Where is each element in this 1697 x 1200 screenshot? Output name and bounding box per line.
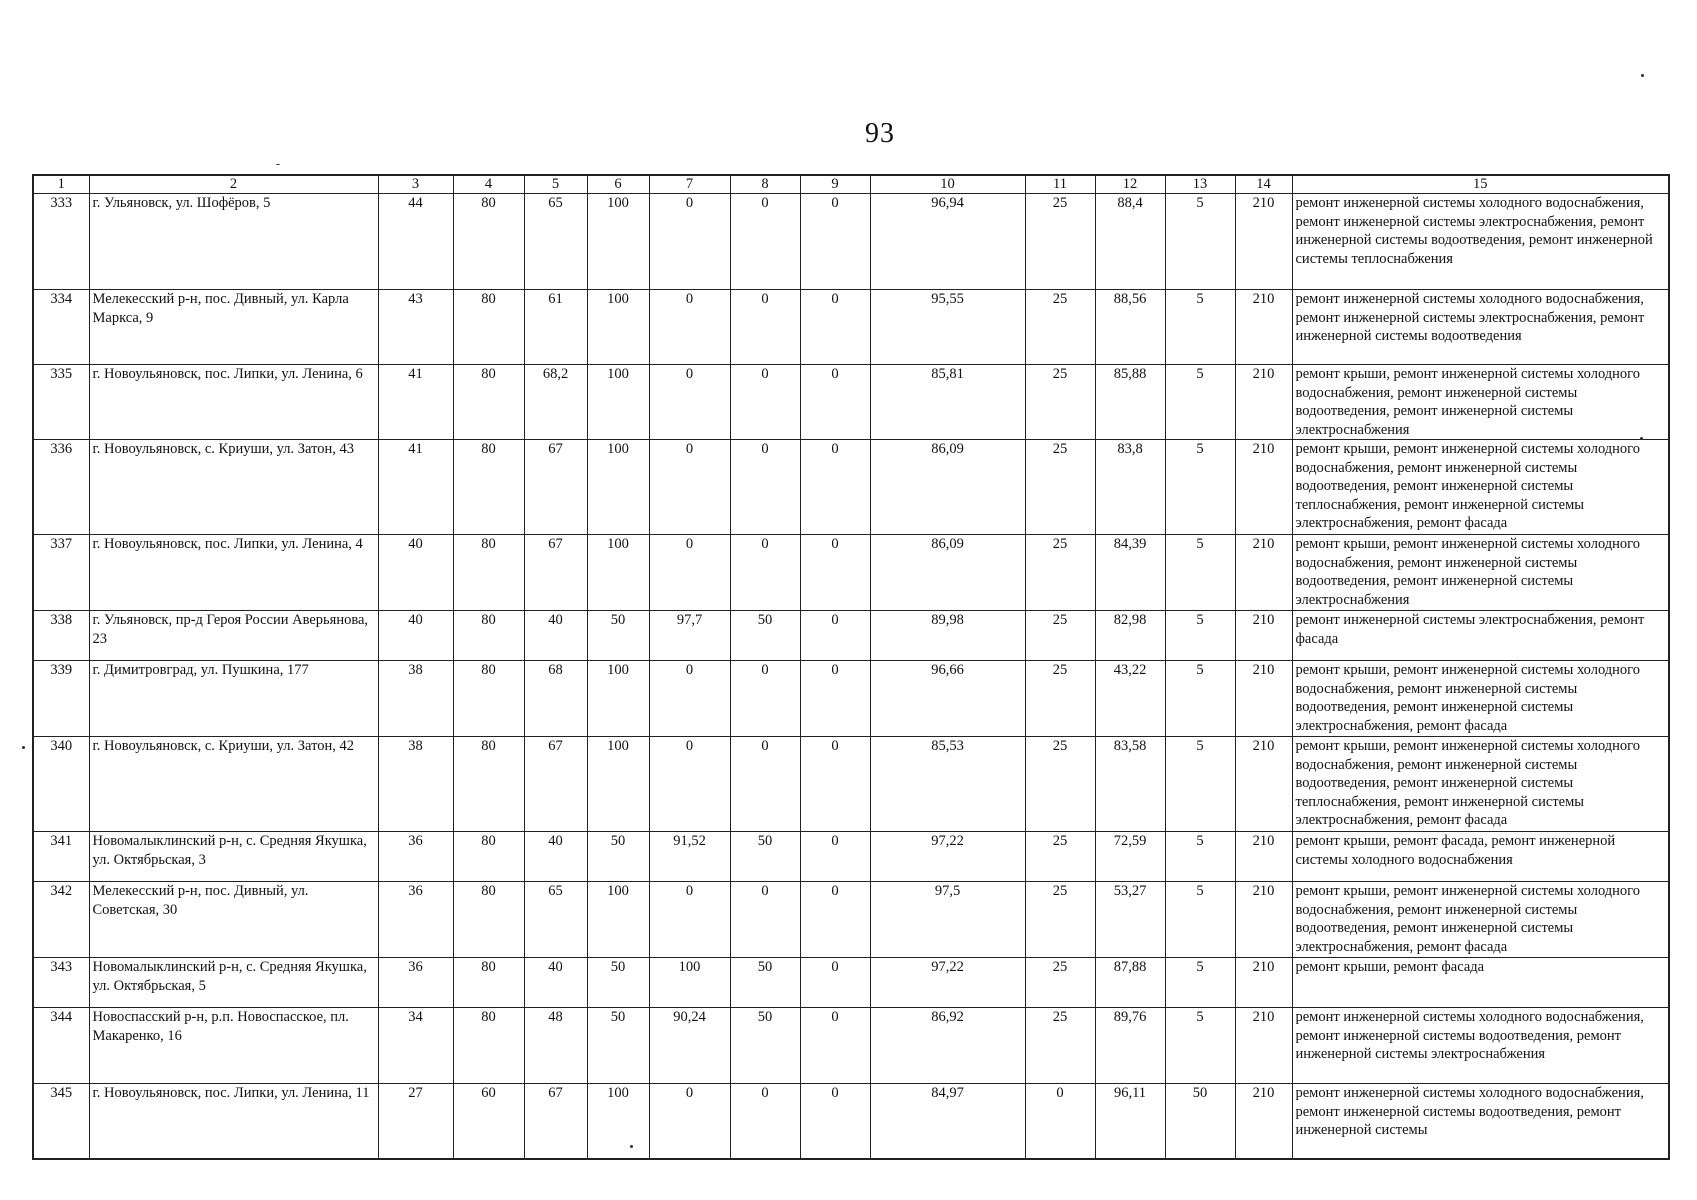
value-cell-c11: 25	[1025, 440, 1095, 535]
value-cell-c12: 96,11	[1095, 1084, 1165, 1159]
value-cell-c11: 25	[1025, 958, 1095, 1008]
value-cell-c4: 80	[453, 365, 524, 440]
value-cell-c3: 41	[378, 365, 453, 440]
row-number-cell: 338	[33, 611, 89, 661]
address-cell: г. Ульяновск, пр-д Героя России Аверьянова, 23	[89, 611, 378, 661]
value-cell-c4: 60	[453, 1084, 524, 1159]
value-cell-c3: 43	[378, 290, 453, 365]
value-cell-c6: 100	[587, 661, 649, 737]
column-header-6: 6	[587, 175, 649, 194]
value-cell-c14: 210	[1235, 737, 1292, 832]
value-cell-c7: 0	[649, 365, 730, 440]
value-cell-c6: 100	[587, 1084, 649, 1159]
value-cell-c14: 210	[1235, 958, 1292, 1008]
row-number-cell: 339	[33, 661, 89, 737]
row-number-cell: 343	[33, 958, 89, 1008]
scan-speck	[1640, 437, 1643, 440]
value-cell-c14: 210	[1235, 290, 1292, 365]
value-cell-c8: 0	[730, 440, 800, 535]
address-cell: Мелекесский р-н, пос. Дивный, ул. Советская, 30	[89, 882, 378, 958]
value-cell-c12: 88,56	[1095, 290, 1165, 365]
value-cell-c13: 5	[1165, 882, 1235, 958]
address-cell: г. Новоульяновск, пос. Липки, ул. Ленина, 4	[89, 535, 378, 611]
scan-speck	[276, 164, 280, 165]
value-cell-c9: 0	[800, 365, 870, 440]
value-cell-c5: 40	[524, 958, 587, 1008]
value-cell-c14: 210	[1235, 611, 1292, 661]
value-cell-c8: 0	[730, 365, 800, 440]
table-row	[33, 535, 1669, 611]
value-cell-c5: 65	[524, 882, 587, 958]
value-cell-c7: 0	[649, 290, 730, 365]
value-cell-c13: 5	[1165, 958, 1235, 1008]
value-cell-c10: 95,55	[870, 290, 1025, 365]
value-cell-c9: 0	[800, 832, 870, 882]
value-cell-c13: 5	[1165, 832, 1235, 882]
value-cell-c11: 25	[1025, 194, 1095, 290]
works-cell: ремонт крыши, ремонт фасада	[1292, 958, 1669, 1008]
value-cell-c3: 34	[378, 1008, 453, 1084]
value-cell-c10: 96,66	[870, 661, 1025, 737]
table-row	[33, 661, 1669, 737]
value-cell-c9: 0	[800, 194, 870, 290]
value-cell-c4: 80	[453, 535, 524, 611]
table-row	[33, 290, 1669, 365]
value-cell-c13: 5	[1165, 611, 1235, 661]
value-cell-c9: 0	[800, 737, 870, 832]
works-cell: ремонт крыши, ремонт инженерной системы холодного водоснабжения, ремонт инженерной системы водоотведения, ремонт инженерной системы теплоснабжения, ремонт инженерной системы электроснабжения, ремонт фасада	[1292, 440, 1669, 535]
value-cell-c10: 96,94	[870, 194, 1025, 290]
address-cell: г. Новоульяновск, с. Криуши, ул. Затон, 43	[89, 440, 378, 535]
works-cell: ремонт крыши, ремонт фасада, ремонт инженерной системы холодного водоснабжения	[1292, 832, 1669, 882]
value-cell-c12: 53,27	[1095, 882, 1165, 958]
value-cell-c13: 5	[1165, 661, 1235, 737]
value-cell-c5: 61	[524, 290, 587, 365]
value-cell-c11: 25	[1025, 535, 1095, 611]
column-header-3: 3	[378, 175, 453, 194]
row-number-cell: 336	[33, 440, 89, 535]
column-header-7: 7	[649, 175, 730, 194]
value-cell-c10: 97,22	[870, 958, 1025, 1008]
value-cell-c4: 80	[453, 290, 524, 365]
value-cell-c10: 86,09	[870, 535, 1025, 611]
value-cell-c9: 0	[800, 958, 870, 1008]
value-cell-c6: 100	[587, 290, 649, 365]
value-cell-c10: 97,5	[870, 882, 1025, 958]
value-cell-c11: 25	[1025, 661, 1095, 737]
value-cell-c9: 0	[800, 290, 870, 365]
works-cell: ремонт крыши, ремонт инженерной системы холодного водоснабжения, ремонт инженерной системы водоотведения, ремонт инженерной системы теплоснабжения, ремонт инженерной системы электроснабжения, ремонт фасада	[1292, 737, 1669, 832]
row-number-cell: 333	[33, 194, 89, 290]
row-number-cell: 335	[33, 365, 89, 440]
table-row	[33, 1084, 1669, 1159]
table-row	[33, 832, 1669, 882]
value-cell-c11: 25	[1025, 611, 1095, 661]
column-header-12: 12	[1095, 175, 1165, 194]
value-cell-c12: 43,22	[1095, 661, 1165, 737]
value-cell-c3: 36	[378, 958, 453, 1008]
value-cell-c5: 65	[524, 194, 587, 290]
value-cell-c11: 25	[1025, 365, 1095, 440]
value-cell-c6: 50	[587, 832, 649, 882]
works-cell: ремонт инженерной системы холодного водоснабжения, ремонт инженерной системы электроснабжения, ремонт инженерной системы водоотведения, ремонт инженерной системы теплоснабжения	[1292, 194, 1669, 290]
value-cell-c12: 89,76	[1095, 1008, 1165, 1084]
works-cell: ремонт инженерной системы холодного водоснабжения, ремонт инженерной системы водоотведения, ремонт инженерной системы	[1292, 1084, 1669, 1159]
value-cell-c6: 50	[587, 611, 649, 661]
value-cell-c13: 5	[1165, 535, 1235, 611]
value-cell-c3: 27	[378, 1084, 453, 1159]
value-cell-c7: 0	[649, 661, 730, 737]
column-header-2: 2	[89, 175, 378, 194]
value-cell-c12: 72,59	[1095, 832, 1165, 882]
value-cell-c10: 86,09	[870, 440, 1025, 535]
value-cell-c3: 41	[378, 440, 453, 535]
row-number-cell: 345	[33, 1084, 89, 1159]
scan-speck	[630, 1145, 633, 1148]
row-number-cell: 344	[33, 1008, 89, 1084]
value-cell-c3: 36	[378, 882, 453, 958]
value-cell-c7: 0	[649, 535, 730, 611]
value-cell-c8: 0	[730, 290, 800, 365]
value-cell-c11: 25	[1025, 832, 1095, 882]
value-cell-c5: 40	[524, 832, 587, 882]
table-row	[33, 440, 1669, 535]
value-cell-c8: 0	[730, 1084, 800, 1159]
row-number-cell: 334	[33, 290, 89, 365]
value-cell-c4: 80	[453, 611, 524, 661]
value-cell-c7: 0	[649, 882, 730, 958]
value-cell-c3: 38	[378, 737, 453, 832]
value-cell-c4: 80	[453, 958, 524, 1008]
scan-speck	[1641, 74, 1644, 77]
value-cell-c13: 5	[1165, 1008, 1235, 1084]
value-cell-c5: 48	[524, 1008, 587, 1084]
row-number-cell: 340	[33, 737, 89, 832]
register-table	[32, 174, 1670, 1160]
value-cell-c5: 40	[524, 611, 587, 661]
value-cell-c12: 82,98	[1095, 611, 1165, 661]
value-cell-c10: 86,92	[870, 1008, 1025, 1084]
value-cell-c5: 68	[524, 661, 587, 737]
address-cell: Мелекесский р-н, пос. Дивный, ул. Карла Маркса, 9	[89, 290, 378, 365]
table-row	[33, 1008, 1669, 1084]
address-cell: Новоспасский р-н, р.п. Новоспасское, пл. Макаренко, 16	[89, 1008, 378, 1084]
value-cell-c5: 67	[524, 1084, 587, 1159]
value-cell-c14: 210	[1235, 440, 1292, 535]
column-header-15: 15	[1292, 175, 1669, 194]
table-row	[33, 194, 1669, 290]
value-cell-c3: 40	[378, 611, 453, 661]
value-cell-c9: 0	[800, 611, 870, 661]
value-cell-c11: 25	[1025, 882, 1095, 958]
value-cell-c9: 0	[800, 440, 870, 535]
value-cell-c10: 85,81	[870, 365, 1025, 440]
value-cell-c12: 83,8	[1095, 440, 1165, 535]
scan-speck	[22, 746, 25, 749]
value-cell-c11: 0	[1025, 1084, 1095, 1159]
value-cell-c4: 80	[453, 661, 524, 737]
value-cell-c14: 210	[1235, 882, 1292, 958]
value-cell-c14: 210	[1235, 365, 1292, 440]
address-cell: Новомалыклинский р-н, с. Средняя Якушка, ул. Октябрьская, 5	[89, 958, 378, 1008]
value-cell-c7: 0	[649, 737, 730, 832]
value-cell-c13: 5	[1165, 194, 1235, 290]
value-cell-c9: 0	[800, 661, 870, 737]
value-cell-c6: 100	[587, 365, 649, 440]
value-cell-c3: 44	[378, 194, 453, 290]
value-cell-c6: 100	[587, 535, 649, 611]
value-cell-c8: 0	[730, 882, 800, 958]
header-row	[33, 175, 1669, 194]
column-header-13: 13	[1165, 175, 1235, 194]
value-cell-c9: 0	[800, 1008, 870, 1084]
value-cell-c7: 0	[649, 440, 730, 535]
value-cell-c13: 5	[1165, 737, 1235, 832]
table-body	[33, 194, 1669, 1159]
value-cell-c5: 67	[524, 737, 587, 832]
table-row	[33, 882, 1669, 958]
value-cell-c13: 50	[1165, 1084, 1235, 1159]
value-cell-c9: 0	[800, 535, 870, 611]
value-cell-c14: 210	[1235, 1084, 1292, 1159]
value-cell-c6: 100	[587, 194, 649, 290]
table-row	[33, 737, 1669, 832]
table-row	[33, 611, 1669, 661]
value-cell-c10: 85,53	[870, 737, 1025, 832]
value-cell-c12: 88,4	[1095, 194, 1165, 290]
value-cell-c9: 0	[800, 1084, 870, 1159]
value-cell-c4: 80	[453, 737, 524, 832]
address-cell: г. Новоульяновск, с. Криуши, ул. Затон, 42	[89, 737, 378, 832]
column-header-14: 14	[1235, 175, 1292, 194]
value-cell-c3: 38	[378, 661, 453, 737]
table-row	[33, 365, 1669, 440]
value-cell-c8: 0	[730, 194, 800, 290]
value-cell-c3: 36	[378, 832, 453, 882]
address-cell: Новомалыклинский р-н, с. Средняя Якушка, ул. Октябрьская, 3	[89, 832, 378, 882]
value-cell-c13: 5	[1165, 290, 1235, 365]
works-cell: ремонт крыши, ремонт инженерной системы холодного водоснабжения, ремонт инженерной системы водоотведения, ремонт инженерной системы электроснабжения, ремонт фасада	[1292, 661, 1669, 737]
page-number: 93	[865, 118, 895, 149]
works-cell: ремонт крыши, ремонт инженерной системы холодного водоснабжения, ремонт инженерной системы водоотведения, ремонт инженерной системы электроснабжения, ремонт фасада	[1292, 882, 1669, 958]
value-cell-c4: 80	[453, 832, 524, 882]
value-cell-c8: 50	[730, 832, 800, 882]
value-cell-c6: 50	[587, 1008, 649, 1084]
value-cell-c12: 87,88	[1095, 958, 1165, 1008]
value-cell-c3: 40	[378, 535, 453, 611]
value-cell-c4: 80	[453, 882, 524, 958]
value-cell-c6: 100	[587, 440, 649, 535]
value-cell-c9: 0	[800, 882, 870, 958]
value-cell-c14: 210	[1235, 1008, 1292, 1084]
value-cell-c11: 25	[1025, 737, 1095, 832]
value-cell-c7: 100	[649, 958, 730, 1008]
value-cell-c5: 67	[524, 535, 587, 611]
value-cell-c7: 0	[649, 194, 730, 290]
value-cell-c12: 84,39	[1095, 535, 1165, 611]
column-header-9: 9	[800, 175, 870, 194]
works-cell: ремонт крыши, ремонт инженерной системы холодного водоснабжения, ремонт инженерной системы водоотведения, ремонт инженерной системы электроснабжения	[1292, 535, 1669, 611]
value-cell-c12: 85,88	[1095, 365, 1165, 440]
value-cell-c4: 80	[453, 194, 524, 290]
value-cell-c8: 0	[730, 535, 800, 611]
value-cell-c6: 100	[587, 737, 649, 832]
value-cell-c14: 210	[1235, 832, 1292, 882]
value-cell-c5: 68,2	[524, 365, 587, 440]
value-cell-c14: 210	[1235, 535, 1292, 611]
value-cell-c5: 67	[524, 440, 587, 535]
address-cell: г. Новоульяновск, пос. Липки, ул. Ленина, 6	[89, 365, 378, 440]
address-cell: г. Димитровград, ул. Пушкина, 177	[89, 661, 378, 737]
value-cell-c7: 90,24	[649, 1008, 730, 1084]
value-cell-c13: 5	[1165, 440, 1235, 535]
value-cell-c10: 84,97	[870, 1084, 1025, 1159]
value-cell-c13: 5	[1165, 365, 1235, 440]
column-header-4: 4	[453, 175, 524, 194]
value-cell-c11: 25	[1025, 290, 1095, 365]
value-cell-c14: 210	[1235, 194, 1292, 290]
value-cell-c8: 50	[730, 958, 800, 1008]
address-cell: г. Ульяновск, ул. Шофёров, 5	[89, 194, 378, 290]
value-cell-c6: 100	[587, 882, 649, 958]
works-cell: ремонт крыши, ремонт инженерной системы холодного водоснабжения, ремонт инженерной системы водоотведения, ремонт инженерной системы электроснабжения	[1292, 365, 1669, 440]
address-cell: г. Новоульяновск, пос. Липки, ул. Ленина, 11	[89, 1084, 378, 1159]
value-cell-c10: 97,22	[870, 832, 1025, 882]
row-number-cell: 341	[33, 832, 89, 882]
value-cell-c4: 80	[453, 1008, 524, 1084]
row-number-cell: 337	[33, 535, 89, 611]
column-header-10: 10	[870, 175, 1025, 194]
value-cell-c7: 97,7	[649, 611, 730, 661]
column-header-5: 5	[524, 175, 587, 194]
works-cell: ремонт инженерной системы электроснабжения, ремонт фасада	[1292, 611, 1669, 661]
table-row	[33, 958, 1669, 1008]
value-cell-c11: 25	[1025, 1008, 1095, 1084]
value-cell-c8: 50	[730, 1008, 800, 1084]
value-cell-c7: 91,52	[649, 832, 730, 882]
value-cell-c7: 0	[649, 1084, 730, 1159]
value-cell-c8: 50	[730, 611, 800, 661]
value-cell-c4: 80	[453, 440, 524, 535]
value-cell-c12: 83,58	[1095, 737, 1165, 832]
value-cell-c8: 0	[730, 661, 800, 737]
value-cell-c10: 89,98	[870, 611, 1025, 661]
value-cell-c8: 0	[730, 737, 800, 832]
works-cell: ремонт инженерной системы холодного водоснабжения, ремонт инженерной системы электроснабжения, ремонт инженерной системы водоотведения	[1292, 290, 1669, 365]
column-header-8: 8	[730, 175, 800, 194]
column-header-11: 11	[1025, 175, 1095, 194]
row-number-cell: 342	[33, 882, 89, 958]
value-cell-c14: 210	[1235, 661, 1292, 737]
value-cell-c6: 50	[587, 958, 649, 1008]
works-cell: ремонт инженерной системы холодного водоснабжения, ремонт инженерной системы водоотведения, ремонт инженерной системы электроснабжения	[1292, 1008, 1669, 1084]
column-header-1: 1	[33, 175, 89, 194]
